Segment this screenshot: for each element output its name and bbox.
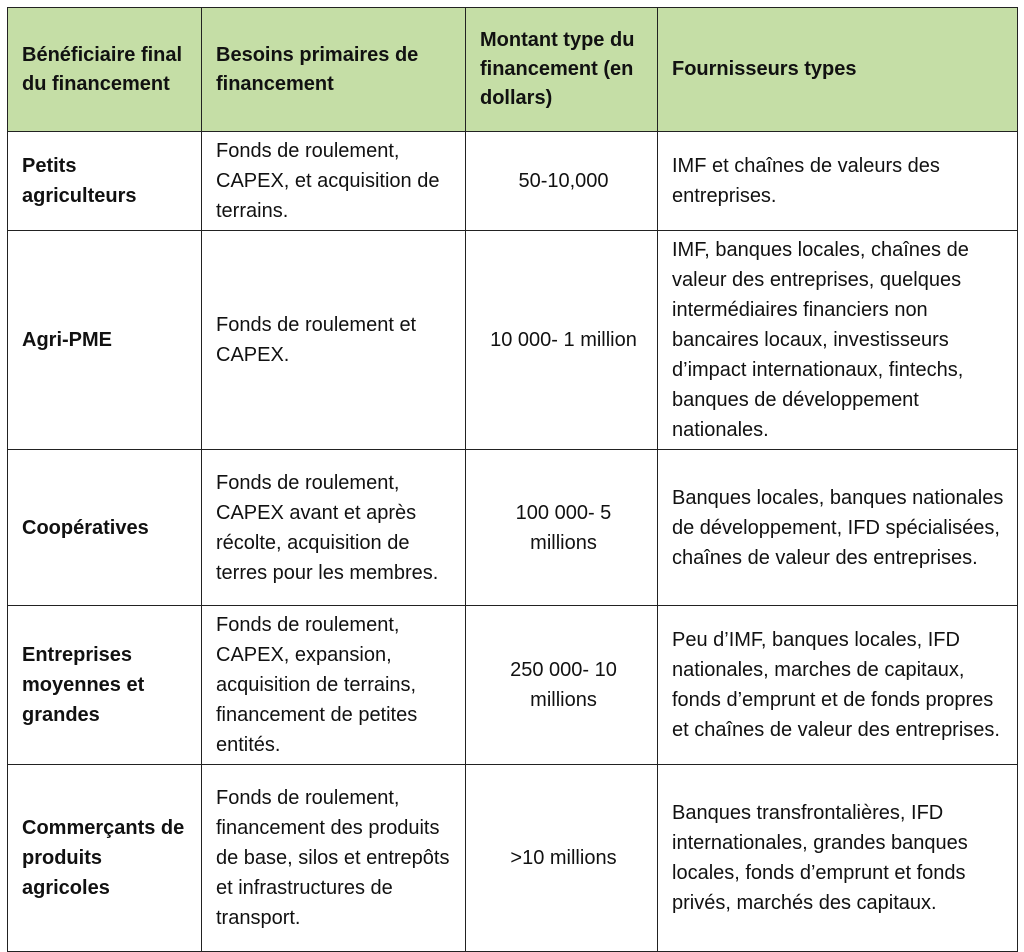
providers-cell: Banques transfrontalières, IFD internationales, grandes banques locales, fonds d’emprunt et fonds privés, marchés des capitaux. xyxy=(658,765,1018,952)
needs-cell: Fonds de roulement, CAPEX, expansion, acquisition de terrains, financement de petites entités. xyxy=(202,606,466,765)
header-amount: Montant type du financement (en dollars) xyxy=(466,8,658,132)
beneficiary-cell: Entreprises moyennes et grandes xyxy=(8,606,202,765)
needs-cell: Fonds de roulement et CAPEX. xyxy=(202,231,466,450)
beneficiary-cell: Petits agriculteurs xyxy=(8,132,202,231)
financing-table xyxy=(7,7,1018,952)
needs-cell: Fonds de roulement, CAPEX, et acquisition de terrains. xyxy=(202,132,466,231)
amount-cell: 50-10,000 xyxy=(466,132,658,231)
amount-cell: 10 000- 1 million xyxy=(466,231,658,450)
beneficiary-cell: Coopératives xyxy=(8,450,202,606)
beneficiary-cell: Agri-PME xyxy=(8,231,202,450)
providers-cell: Banques locales, banques nationales de développement, IFD spécialisées, chaînes de valeur des entreprises. xyxy=(658,450,1018,606)
providers-cell: IMF, banques locales, chaînes de valeur des entreprises, quelques intermédiaires financiers non bancaires locaux, investisseurs d’impact internationaux, fintechs, banques de développement nationales. xyxy=(658,231,1018,450)
providers-cell: IMF et chaînes de valeurs des entreprises. xyxy=(658,132,1018,231)
header-beneficiary: Bénéficiaire final du financement xyxy=(8,8,202,132)
amount-cell: >10 millions xyxy=(466,765,658,952)
amount-cell: 100 000- 5 millions xyxy=(466,450,658,606)
table-row xyxy=(8,450,1018,606)
providers-cell: Peu d’IMF, banques locales, IFD nationales, marches de capitaux, fonds d’emprunt et de fonds propres et chaînes de valeur des entreprises. xyxy=(658,606,1018,765)
table-row xyxy=(8,231,1018,450)
needs-cell: Fonds de roulement, financement des produits de base, silos et entrepôts et infrastructures de transport. xyxy=(202,765,466,952)
table-row xyxy=(8,606,1018,765)
header-providers: Fournisseurs types xyxy=(658,8,1018,132)
header-row xyxy=(8,8,1018,132)
table-row xyxy=(8,132,1018,231)
header-needs: Besoins primaires de financement xyxy=(202,8,466,132)
beneficiary-cell: Commerçants de produits agricoles xyxy=(8,765,202,952)
amount-cell: 250 000- 10 millions xyxy=(466,606,658,765)
needs-cell: Fonds de roulement, CAPEX avant et après récolte, acquisition de terres pour les membres. xyxy=(202,450,466,606)
table-row xyxy=(8,765,1018,952)
